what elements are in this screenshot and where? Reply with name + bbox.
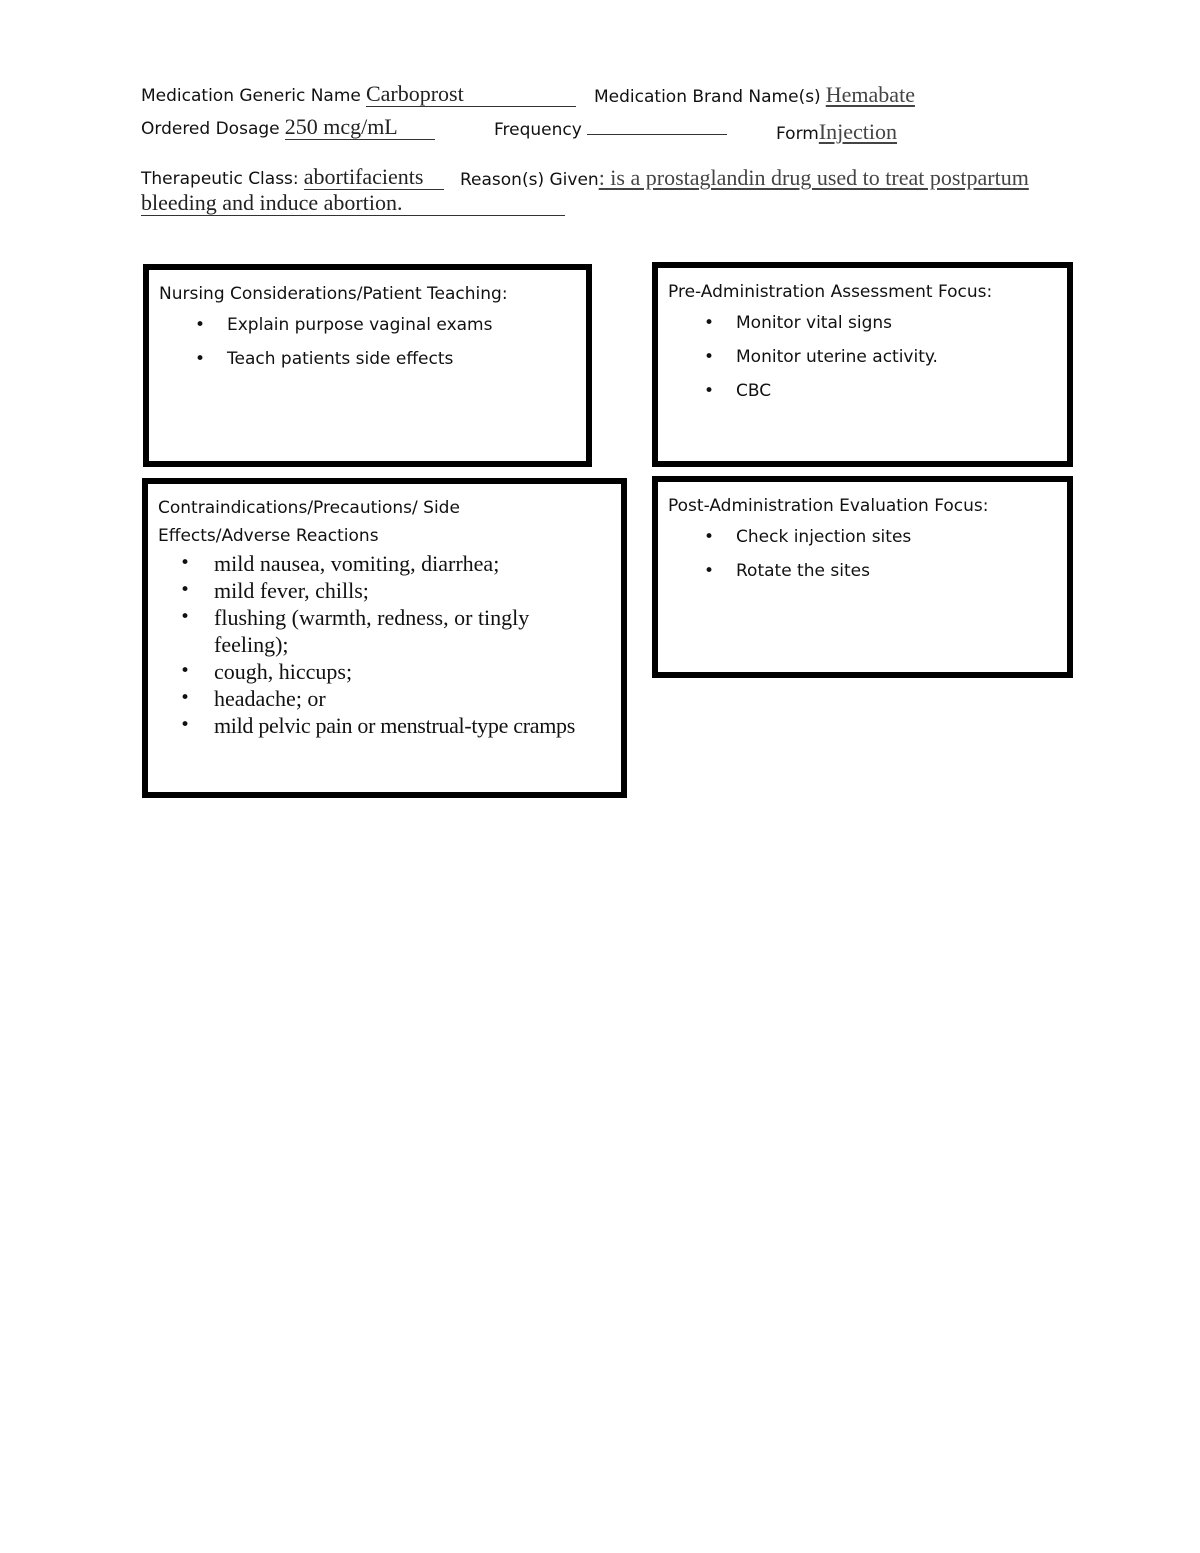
bullet-icon: • [180,688,191,708]
list-item [668,554,1057,588]
form-label: Form [776,124,819,144]
bullet-icon: • [180,580,191,600]
reason-field-line2[interactable]: bleeding and induce abortion. [141,191,565,216]
generic-name-field[interactable]: Carboprost [366,82,576,107]
therapeutic-class-row [141,165,444,190]
list-item-text: Teach patients side effects [227,349,454,369]
form-field[interactable]: Injection [818,119,898,144]
reason-row [460,165,1029,191]
list-item [668,374,1057,408]
list-item-text: mild pelvic pain or menstrual-type cramps [214,713,575,738]
list-item-text: Rotate the sites [736,561,870,581]
brand-name-field[interactable]: Hemabate [825,82,915,107]
ordered-dosage-field[interactable]: 250 mcg/mL [285,115,435,140]
list-item-text: CBC [736,381,772,401]
pre-administration-list [668,306,1057,408]
post-administration-list [668,520,1057,588]
ordered-dosage-row [141,115,435,140]
list-item [159,342,576,376]
pre-administration-title: Pre-Administration Assessment Focus: [668,282,993,302]
contraindications-list [158,550,611,739]
pre-administration-box [652,262,1073,467]
list-item [158,577,611,604]
list-item-text: Check injection sites [736,527,912,547]
nursing-considerations-title: Nursing Considerations/Patient Teaching: [159,284,508,304]
list-item-text: mild nausea, vomiting, diarrhea; [214,551,500,576]
list-item-text: headache; or [214,686,326,711]
list-item [158,658,611,685]
list-item [668,340,1057,374]
list-item [668,520,1057,554]
bullet-icon: • [704,347,715,367]
nursing-considerations-box [143,264,592,467]
list-item-text: Monitor vital signs [736,313,893,333]
frequency-label: Frequency [494,120,582,140]
reason-row-continued [141,191,565,216]
list-item [159,308,576,342]
contraindications-title-line1: Contraindications/Precautions/ Side [158,498,460,518]
bullet-icon: • [704,561,715,581]
nursing-considerations-list [159,308,576,376]
form-row [776,119,897,145]
list-item [158,604,611,658]
contraindications-title-line2: Effects/Adverse Reactions [158,526,379,546]
bullet-icon: • [704,381,715,401]
bullet-icon: • [704,313,715,333]
list-item-text: cough, hiccups; [214,659,353,684]
list-item-text: flushing (warmth, redness, or tingly feeling); [214,605,530,657]
bullet-icon: • [195,349,206,369]
reason-field-line1[interactable]: : is a prostaglandin drug used to treat postpartum [598,165,1029,190]
list-item [158,712,611,739]
bullet-icon: • [704,527,715,547]
list-item-text: Explain purpose vaginal exams [227,315,493,335]
bullet-icon: • [180,553,191,573]
list-item [668,306,1057,340]
generic-name-row [141,82,576,107]
frequency-field[interactable] [587,134,727,135]
post-administration-box [652,476,1073,678]
list-item-text: mild fever, chills; [214,578,369,603]
bullet-icon: • [180,607,191,627]
frequency-row [494,120,727,140]
reason-label: Reason(s) Given [460,170,599,190]
list-item [158,685,611,712]
bullet-icon: • [180,715,190,735]
list-item [158,550,611,577]
brand-name-label: Medication Brand Name(s) [594,87,821,107]
contraindications-box [142,478,627,798]
bullet-icon: • [195,315,206,335]
generic-name-label: Medication Generic Name [141,86,361,106]
brand-name-row [594,82,915,108]
therapeutic-class-field[interactable]: abortifacients [304,165,444,190]
ordered-dosage-label: Ordered Dosage [141,119,280,139]
therapeutic-class-label: Therapeutic Class: [141,169,299,189]
bullet-icon: • [180,661,191,681]
post-administration-title: Post-Administration Evaluation Focus: [668,496,989,516]
list-item-text: Monitor uterine activity. [736,347,938,367]
